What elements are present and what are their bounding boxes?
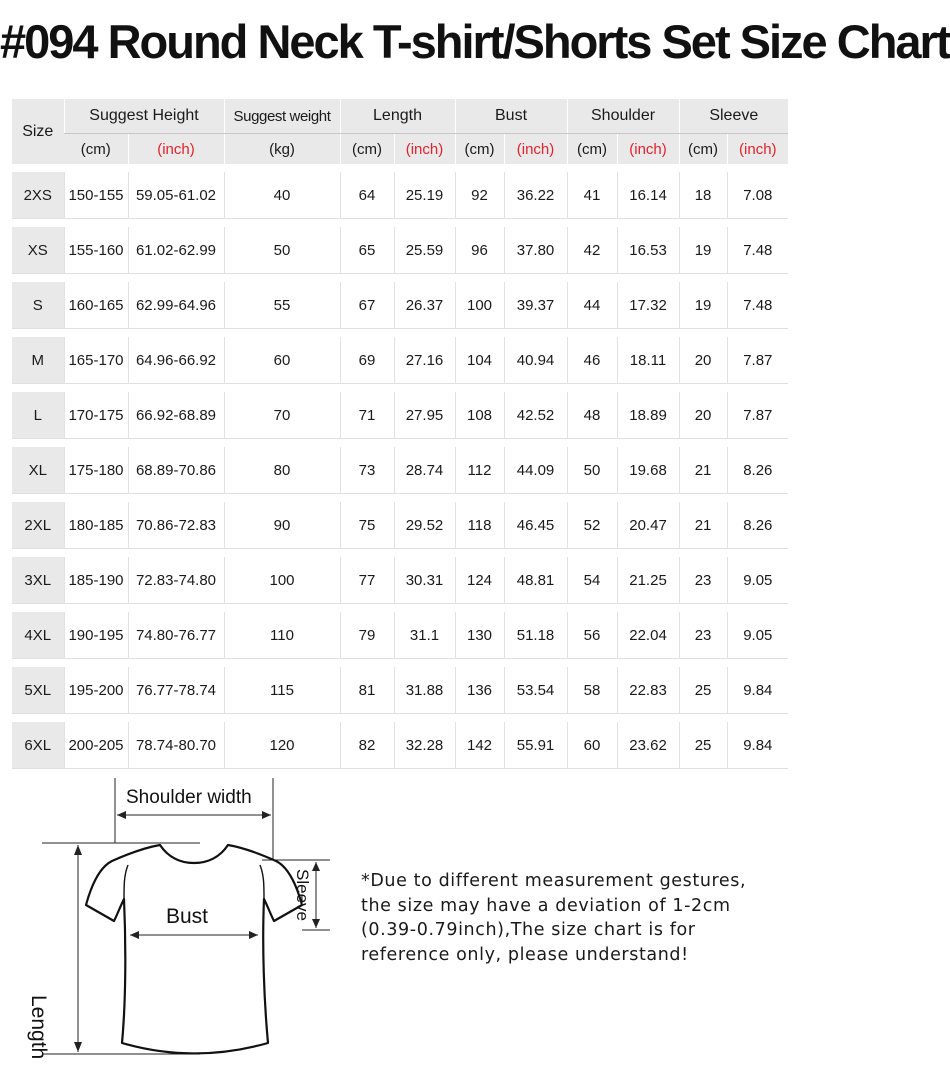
cell-bust-in: 42.52 [504, 392, 567, 439]
size-cell: S [12, 282, 64, 329]
cell-height-in: 78.74-80.70 [128, 722, 224, 769]
cell-shoulder-cm: 60 [567, 722, 617, 769]
table-row [12, 612, 788, 659]
cell-bust-in: 55.91 [504, 722, 567, 769]
cell-length-cm: 77 [340, 557, 394, 604]
cell-weight-kg: 70 [224, 392, 340, 439]
cell-sleeve-cm: 25 [679, 667, 727, 714]
cell-length-in: 27.95 [394, 392, 455, 439]
cell-sleeve-cm: 20 [679, 392, 727, 439]
cell-length-in: 27.16 [394, 337, 455, 384]
cell-bust-cm: 118 [455, 502, 504, 549]
unit-height-cm: (cm) [64, 134, 128, 165]
cell-bust-cm: 100 [455, 282, 504, 329]
cell-height-cm: 190-195 [64, 612, 128, 659]
header-row-groups [12, 99, 788, 134]
cell-bust-in: 40.94 [504, 337, 567, 384]
cell-shoulder-cm: 48 [567, 392, 617, 439]
shoulder-width-label: Shoulder width [126, 787, 252, 808]
sleeve-label: Sleeve [293, 869, 312, 921]
cell-sleeve-in: 8.26 [727, 447, 788, 494]
unit-length-inch: (inch) [394, 134, 455, 165]
cell-shoulder-cm: 46 [567, 337, 617, 384]
size-cell: M [12, 337, 64, 384]
cell-sleeve-cm: 19 [679, 282, 727, 329]
header-suggest-height: Suggest Height [64, 99, 224, 134]
cell-weight-kg: 120 [224, 722, 340, 769]
unit-sleeve-cm: (cm) [679, 134, 727, 165]
cell-weight-kg: 110 [224, 612, 340, 659]
cell-shoulder-cm: 54 [567, 557, 617, 604]
size-header: Size [12, 99, 64, 164]
unit-bust-cm: (cm) [455, 134, 504, 165]
cell-bust-in: 44.09 [504, 447, 567, 494]
cell-height-in: 59.05-61.02 [128, 172, 224, 219]
cell-weight-kg: 115 [224, 667, 340, 714]
measurement-note [361, 869, 781, 967]
cell-sleeve-cm: 18 [679, 172, 727, 219]
note-line: *Due to different measurement gestures, [361, 871, 747, 891]
chart-title: #094 Round Neck T-shirt/Shorts Set Size Chart [0, 15, 950, 68]
table-row [12, 282, 788, 329]
cell-sleeve-cm: 23 [679, 612, 727, 659]
cell-length-cm: 79 [340, 612, 394, 659]
cell-sleeve-cm: 19 [679, 227, 727, 274]
unit-sleeve-inch: (inch) [727, 134, 788, 165]
note-line: reference only, please understand! [361, 944, 689, 965]
cell-length-in: 25.19 [394, 172, 455, 219]
cell-weight-kg: 100 [224, 557, 340, 604]
cell-bust-in: 53.54 [504, 667, 567, 714]
size-cell: 4XL [12, 612, 64, 659]
unit-height-inch: (inch) [128, 134, 224, 165]
cell-height-in: 61.02-62.99 [128, 227, 224, 274]
cell-length-cm: 81 [340, 667, 394, 714]
size-cell: XS [12, 227, 64, 274]
cell-length-cm: 67 [340, 282, 394, 329]
cell-length-in: 31.88 [394, 667, 455, 714]
cell-height-in: 64.96-66.92 [128, 337, 224, 384]
table-row [12, 667, 788, 714]
unit-length-cm: (cm) [340, 134, 394, 165]
cell-sleeve-in: 9.05 [727, 557, 788, 604]
size-cell: 2XS [12, 172, 64, 219]
table-row [12, 502, 788, 549]
cell-height-in: 68.89-70.86 [128, 447, 224, 494]
cell-shoulder-in: 16.53 [617, 227, 679, 274]
size-cell: L [12, 392, 64, 439]
cell-length-cm: 73 [340, 447, 394, 494]
cell-length-cm: 75 [340, 502, 394, 549]
size-cell: 6XL [12, 722, 64, 769]
cell-length-cm: 69 [340, 337, 394, 384]
row-separator [12, 714, 788, 723]
cell-length-cm: 71 [340, 392, 394, 439]
cell-shoulder-in: 17.32 [617, 282, 679, 329]
cell-bust-cm: 108 [455, 392, 504, 439]
cell-shoulder-cm: 42 [567, 227, 617, 274]
table-row [12, 337, 788, 384]
header-length: Length [340, 99, 455, 134]
cell-height-in: 74.80-76.77 [128, 612, 224, 659]
size-chart-table [12, 99, 788, 777]
row-separator [12, 274, 788, 283]
cell-shoulder-in: 22.04 [617, 612, 679, 659]
cell-length-in: 26.37 [394, 282, 455, 329]
cell-length-cm: 64 [340, 172, 394, 219]
tshirt-diagram [27, 775, 340, 1065]
cell-height-cm: 155-160 [64, 227, 128, 274]
cell-shoulder-cm: 41 [567, 172, 617, 219]
cell-sleeve-in: 7.87 [727, 392, 788, 439]
cell-length-cm: 65 [340, 227, 394, 274]
cell-shoulder-in: 22.83 [617, 667, 679, 714]
table-row [12, 227, 788, 274]
cell-shoulder-cm: 44 [567, 282, 617, 329]
cell-length-in: 32.28 [394, 722, 455, 769]
cell-height-in: 70.86-72.83 [128, 502, 224, 549]
cell-sleeve-cm: 21 [679, 502, 727, 549]
row-separator [12, 329, 788, 338]
row-separator [12, 659, 788, 668]
cell-height-in: 76.77-78.74 [128, 667, 224, 714]
cell-height-cm: 185-190 [64, 557, 128, 604]
cell-length-in: 28.74 [394, 447, 455, 494]
cell-bust-in: 48.81 [504, 557, 567, 604]
cell-sleeve-in: 9.84 [727, 667, 788, 714]
row-separator [12, 439, 788, 448]
header-sleeve: Sleeve [679, 99, 788, 134]
cell-sleeve-cm: 20 [679, 337, 727, 384]
cell-sleeve-in: 7.87 [727, 337, 788, 384]
row-separator [12, 219, 788, 228]
cell-weight-kg: 55 [224, 282, 340, 329]
cell-shoulder-cm: 58 [567, 667, 617, 714]
cell-height-cm: 150-155 [64, 172, 128, 219]
header-shoulder: Shoulder [567, 99, 679, 134]
cell-height-cm: 170-175 [64, 392, 128, 439]
cell-length-in: 30.31 [394, 557, 455, 604]
cell-weight-kg: 80 [224, 447, 340, 494]
cell-shoulder-in: 21.25 [617, 557, 679, 604]
note-line: the size may have a deviation of 1-2cm [361, 895, 731, 916]
cell-height-cm: 160-165 [64, 282, 128, 329]
cell-height-in: 72.83-74.80 [128, 557, 224, 604]
size-cell: 5XL [12, 667, 64, 714]
cell-bust-cm: 104 [455, 337, 504, 384]
table-row [12, 392, 788, 439]
row-separator [12, 494, 788, 503]
cell-bust-cm: 96 [455, 227, 504, 274]
note-line: (0.39-0.79inch),The size chart is for [361, 920, 696, 940]
size-cell: 2XL [12, 502, 64, 549]
cell-bust-in: 36.22 [504, 172, 567, 219]
cell-sleeve-in: 7.08 [727, 172, 788, 219]
cell-shoulder-in: 23.62 [617, 722, 679, 769]
cell-weight-kg: 40 [224, 172, 340, 219]
cell-sleeve-cm: 25 [679, 722, 727, 769]
cell-shoulder-in: 18.11 [617, 337, 679, 384]
cell-length-in: 29.52 [394, 502, 455, 549]
cell-bust-cm: 130 [455, 612, 504, 659]
size-cell: 3XL [12, 557, 64, 604]
cell-bust-in: 39.37 [504, 282, 567, 329]
header-gap [12, 164, 788, 172]
cell-shoulder-in: 18.89 [617, 392, 679, 439]
cell-weight-kg: 90 [224, 502, 340, 549]
row-separator [12, 384, 788, 393]
cell-sleeve-in: 8.26 [727, 502, 788, 549]
length-label: Length [27, 995, 50, 1060]
cell-bust-in: 37.80 [504, 227, 567, 274]
cell-bust-cm: 136 [455, 667, 504, 714]
table-row [12, 722, 788, 769]
cell-shoulder-cm: 56 [567, 612, 617, 659]
cell-shoulder-in: 19.68 [617, 447, 679, 494]
cell-shoulder-cm: 52 [567, 502, 617, 549]
cell-bust-in: 46.45 [504, 502, 567, 549]
cell-height-cm: 180-185 [64, 502, 128, 549]
cell-height-cm: 200-205 [64, 722, 128, 769]
cell-height-cm: 165-170 [64, 337, 128, 384]
header-row-units [12, 134, 788, 165]
unit-bust-inch: (inch) [504, 134, 567, 165]
cell-weight-kg: 50 [224, 227, 340, 274]
table-row [12, 557, 788, 604]
size-chart-body [12, 99, 788, 777]
cell-weight-kg: 60 [224, 337, 340, 384]
cell-shoulder-in: 16.14 [617, 172, 679, 219]
cell-shoulder-cm: 50 [567, 447, 617, 494]
cell-bust-cm: 112 [455, 447, 504, 494]
cell-sleeve-cm: 21 [679, 447, 727, 494]
size-cell: XL [12, 447, 64, 494]
row-separator [12, 604, 788, 613]
cell-height-in: 66.92-68.89 [128, 392, 224, 439]
cell-length-in: 31.1 [394, 612, 455, 659]
bust-label: Bust [166, 905, 209, 928]
cell-height-cm: 175-180 [64, 447, 128, 494]
unit-shoulder-cm: (cm) [567, 134, 617, 165]
table-row [12, 447, 788, 494]
cell-sleeve-cm: 23 [679, 557, 727, 604]
cell-length-in: 25.59 [394, 227, 455, 274]
header-bust: Bust [455, 99, 567, 134]
cell-bust-cm: 124 [455, 557, 504, 604]
cell-height-in: 62.99-64.96 [128, 282, 224, 329]
cell-shoulder-in: 20.47 [617, 502, 679, 549]
cell-height-cm: 195-200 [64, 667, 128, 714]
cell-sleeve-in: 9.84 [727, 722, 788, 769]
cell-sleeve-in: 7.48 [727, 227, 788, 274]
cell-sleeve-in: 9.05 [727, 612, 788, 659]
unit-shoulder-inch: (inch) [617, 134, 679, 165]
cell-length-cm: 82 [340, 722, 394, 769]
cell-sleeve-in: 7.48 [727, 282, 788, 329]
table-row [12, 172, 788, 219]
cell-bust-cm: 142 [455, 722, 504, 769]
unit-weight-kg: (kg) [224, 134, 340, 165]
cell-bust-in: 51.18 [504, 612, 567, 659]
row-separator [12, 549, 788, 558]
cell-bust-cm: 92 [455, 172, 504, 219]
header-suggest-weight: Suggest weight [224, 99, 340, 134]
